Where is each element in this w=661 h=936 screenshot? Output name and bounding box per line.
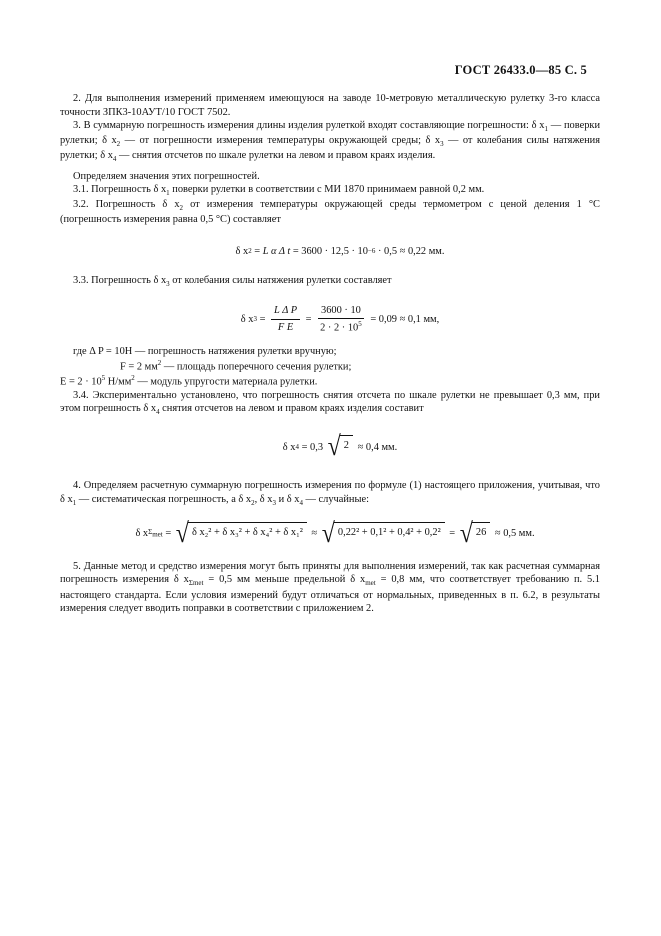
- sqrt-sum-symbolic: √ δ x₂² + δ x₃² + δ x₄² + δ x₁²: [176, 522, 307, 546]
- sqrt-2: √ 2: [328, 435, 353, 459]
- formula-2: δ x 3 = $\frac{\text{L Δ P}}{\text{F E}}$ = $\frac{3600 \cdot 10}{2 \cdot 2 \cdot 10^5}$ = 0,09 ≈ 0,1 мм,: [240, 304, 440, 334]
- paragraph-3: 3. В суммарную погрешность измерения длины изделия рулеткой входят составляющие погрешности: δ $x_1$ — поверки рулетки; δ $x_2$ — от погрешности измерения температуры окружающей среды; δ $x_3$ — от колебания силы натяжения рулетки; δ $x_4$ — снятия отсчетов по шкале рулетки на левом и правом краях изделия.: [60, 120, 600, 164]
- fraction-1: $\frac{\text{L Δ P}}{\text{F E}}$: [271, 304, 300, 334]
- page-header: ГОСТ 26433.0—85 С. 5: [454, 63, 587, 77]
- paragraph-3-4: 3.4. Экспериментально установлено, что погрешность снятия отсчета по шкале рулетки не превышает 0,3 мм, при этом погрешность δ $x_4$ снятия отсчетов на левом и правом краях изделия составит: [60, 389, 600, 417]
- paragraph-3-1: 3.1. Погрешность δ $x_1$ поверки рулетки в соответствии с МИ 1870 принимаем равной 0,2 мм.: [73, 184, 485, 198]
- sqrt-26: √ 26: [460, 522, 491, 546]
- paragraph-3-3: 3.3. Погрешность δ $x_3$ от колебания силы натяжения рулетки составляет: [73, 275, 392, 289]
- formula-4: δ x $\Sigma_{met}$ = √ δ x₂² + δ x₃² + δ x₄² + δ x₁² ≈ √ 0,22² + 0,1² + 0,4² + 0,2² = √ 26 ≈ 0,5 мм.: [135, 519, 535, 549]
- paragraph-define: Определяем значения этих погрешностей.: [73, 170, 260, 182]
- paragraph-3-2: 3.2. Погрешность δ $x_2$ от измерения температуры окружающей среды термометром с ценой деления 1 °С (погрешность измерения равна 0,5 °С) составляет: [60, 199, 600, 226]
- paragraph-2: 2. Для выполнения измерений применяем имеющуюся на заводе 10-метровую металлическую рулетку 3-го класса точности ЗПК3-10АУТ/10 ГОСТ 7502.: [60, 93, 600, 118]
- formula-3: δ x 4 = 0,3 √ 2 ≈ 0,4 мм.: [282, 432, 398, 463]
- paragraph-5: 5. Данные метод и средство измерения могут быть приняты для выполнения измерений, так как расчетная суммарная погрешность измерения δ $x_{\Sigma met} = 0,5$ мм меньше предельной δ $x_{met} = 0,8$ мм, что соответствует требованию п. 5.1 настоящего стандарта. Если условия измерений будут отличаться от нормальных, приведенных в п. 6.2, в результаты измерения следует вводить поправки в соответствии с приложением 2.: [60, 560, 600, 615]
- where-line-1: где Δ P = 10Н — погрешность натяжения рулетки вручную;: [73, 346, 337, 358]
- where-line-3: $E = 2 \cdot 10^5$ $Н/мм^2$ — модуль упругости материала рулетки.: [60, 373, 318, 388]
- paragraph-4: 4. Определяем расчетную суммарную погрешность измерения по формуле (1) настоящего приложения, учитывая, что δ $x_1$ — систематическая погрешность, а δ $x_2$, δ $x_3$ и δ $x_4$ — случайные:: [60, 480, 600, 507]
- formula-1: δ x 2 = L α Δ t = 3600 · 12,5 · 10 −6 · 0,5 ≈ 0,22 мм.: [235, 245, 445, 257]
- where-line-2: F = 2 $мм^2$ — площадь поперечного сечения рулетки;: [120, 358, 352, 373]
- fraction-2: $\frac{3600 \cdot 10}{2 \cdot 2 \cdot 10^5}$: [317, 304, 365, 336]
- document-body: [60, 92, 600, 616]
- sqrt-sum-numeric: √ 0,22² + 0,1² + 0,4² + 0,2²: [322, 522, 445, 546]
